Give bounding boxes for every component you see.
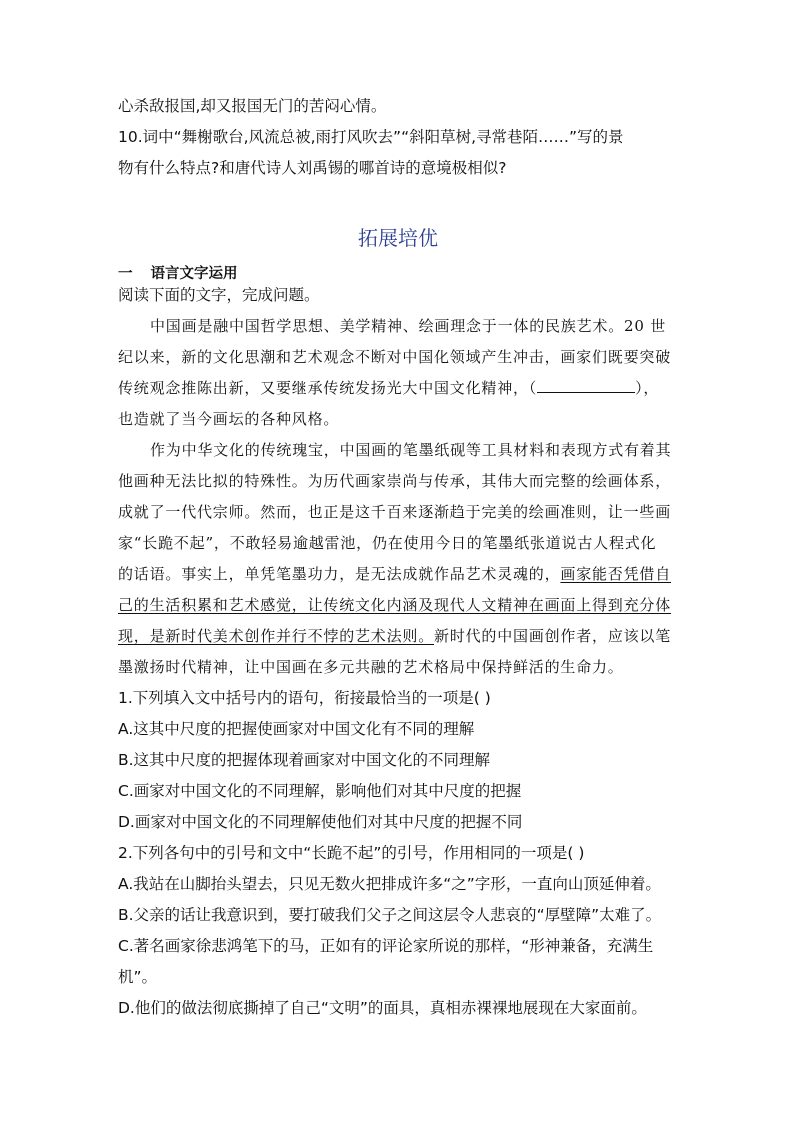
- question-2-stem: 2.下列各句中的引号和文中“长跪不起”的引号，作用相同的一项是( ): [118, 844, 585, 862]
- question-1-stem: 1.下列填入文中括号内的语句，衔接最恰当的一项是( ): [118, 689, 491, 707]
- passage-line: 也造就了当今画坛的各种风格。: [118, 410, 340, 428]
- passage-text: 传统观念推陈出新，又要继承传统发扬光大中国文化精神，（: [118, 379, 538, 397]
- passage-line: 成就了一代代宗师。然而，也正是这千百来逐渐趋于完美的绘画准则，让一些画: [118, 503, 672, 521]
- section-instruction: 阅读下面的文字，完成问题。: [118, 286, 320, 304]
- passage-line: 作为中华文化的传统瑰宝，中国画的笔墨纸砚等工具材料和表现方式有着其: [150, 441, 672, 459]
- passage-text: 的话语。事实上，单凭笔墨功力，是无法成就作品艺术灵魂的，: [118, 565, 561, 583]
- passage-line: [118, 564, 671, 584]
- question-1-option-b: B.这其中尺度的把握体现着画家对中国文化的不同理解: [118, 751, 491, 769]
- section-number: 一: [118, 266, 133, 282]
- passage-line: 墨激扬时代精神，让中国画在多元共融的艺术格局中保持鲜活的生命力。: [118, 658, 624, 676]
- section-name: 语言文字运用: [150, 266, 238, 282]
- passage-line-with-blank: [118, 378, 659, 398]
- underlined-text: 画家能否凭借自: [560, 565, 672, 583]
- passage-line: [118, 626, 671, 646]
- question-1-option-c: C.画家对中国文化的不同理解，影响他们对其中尺度的把握: [118, 782, 522, 800]
- section-heading: [118, 264, 238, 284]
- question-2-option-c-line-1: C.著名画家徐悲鸿笔下的马，正如有的评论家所说的那样，“形神兼备，充满生: [118, 937, 654, 955]
- question-2-option-d: D.他们的做法彻底撕掉了自己“文明”的面具，真相赤裸裸地展现在大家面前。: [118, 999, 647, 1017]
- question-10-line-2: 物有什么特点?和唐代诗人刘禹锡的哪首诗的意境极相似?: [118, 159, 507, 177]
- section-title: 拓展培优: [358, 226, 438, 250]
- passage-line: 中国画是融中国哲学思想、美学精神、绘画理念于一体的民族艺术。20 世: [150, 317, 667, 335]
- passage-line: 他画种无法比拟的特殊性。为历代画家崇尚与传承，其伟大而完整的绘画体系，: [118, 472, 672, 490]
- fill-in-blank: [537, 378, 635, 393]
- underlined-passage-line: 己的生活积累和艺术感觉，让传统文化内涵及现代人文精神在画面上得到充分体: [118, 596, 672, 614]
- passage-line: 家“长跪不起”，不敢轻易逾越雷池，仍在使用今日的笔墨纸张道说古人程式化: [118, 534, 657, 552]
- passage-text: ），: [635, 379, 660, 397]
- question-2-option-a: A.我站在山脚抬头望去，只见无数火把排成许多“之”字形，一直向山顶延伸着。: [118, 875, 661, 893]
- question-10-line-1: 10.词中“舞榭歌台,风流总被,雨打风吹去”“斜阳草树,寻常巷陌……”写的景: [118, 128, 624, 146]
- underlined-text: 现，是新时代美术创作并行不悖的艺术法则。: [118, 627, 435, 645]
- carryover-line: 心杀敌报国,却又报国无门的苦闷心情。: [118, 97, 387, 115]
- question-2-option-c-line-2: 机”。: [118, 968, 158, 986]
- question-1-option-d: D.画家对中国文化的不同理解使他们对其中尺度的把握不同: [118, 813, 523, 831]
- passage-line: 纪以来，新的文化思潮和艺术观念不断对中国化领域产生冲击，画家们既要突破: [118, 348, 672, 366]
- question-2-option-b: B.父亲的话让我意识到，要打破我们父子之间这层令人悲哀的“厚壁障”太难了。: [118, 906, 662, 924]
- passage-text: 新时代的中国画创作者，应该以笔: [434, 627, 672, 645]
- question-1-option-a: A.这其中尺度的把握使画家对中国文化有不同的理解: [118, 720, 475, 738]
